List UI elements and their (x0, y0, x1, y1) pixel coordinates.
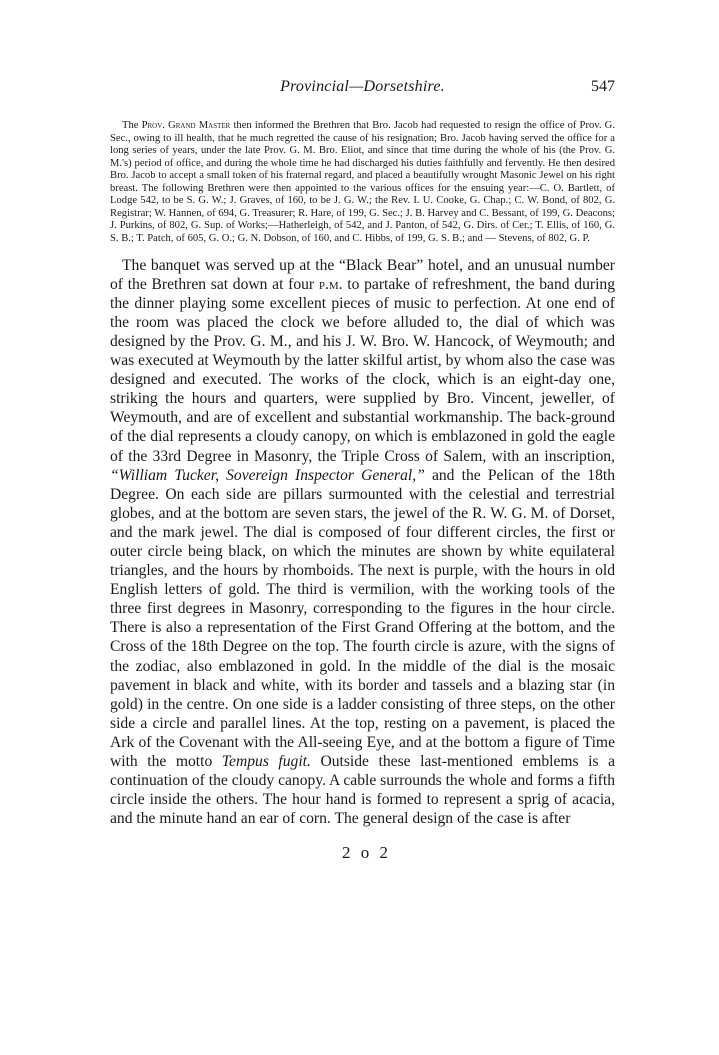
banquet-text-2: to partake of refreshment, the band during the dinner playing some excellent pieces of music to perfection. At one end of the room was placed the clock we before alluded to, the dial of which was designed by the Prov. G. M., and his J. W. Bro. W. Hancock, of Weymouth; and was executed at Weymouth by the latter skilful artist, by whom also the case was designed and executed. The works of the clock, which is an eight-day one, striking the hours and quarters, were supplied by Bro. Vincent, jeweller, of Weymouth, and are of excellent and substantial workmanship. The back-ground of the dial represents a cloudy canopy, on which is emblazoned in gold the eagle of the 33rd Degree in Masonry, the Triple Cross of Salem, with an inscription, (110, 275, 615, 465)
inscription-italic: “William Tucker, Sovereign Inspector General,” (110, 466, 425, 484)
page-number: 547 (591, 78, 615, 95)
signature-mark: 2 o 2 (342, 843, 391, 862)
paragraph-banquet (110, 256, 615, 829)
page-header (110, 78, 615, 104)
banquet-text-1: The banquet was served up at the “Black Bear” hotel, and an unusual number of the Brethren sat down at four (110, 256, 615, 293)
prov-grand-master-smallcaps: Prov. Grand Master (141, 120, 231, 131)
banquet-text-4: Outside these last-mentioned emblems is a continuation of the cloudy canopy. A cable surrounds the whole and forms a fifth circle inside the others. The hour hand is formed to represent a sprig of acacia, and the minute hand an ear of corn. The general design of the case is after (110, 753, 616, 828)
pm-smallcaps: p.m. (318, 275, 343, 293)
paragraph-appointments (110, 120, 615, 245)
motto-italic: Tempus fugit. (221, 753, 311, 771)
running-title: Provincial—Dorsetshire. (280, 78, 445, 95)
banquet-text-3: and the Pelican of the 18th Degree. On each side are pillars surmounted with the celestial and terrestrial globes, and at the bottom are seven stars, the jewel of the R. W. G. M. of Dorset, and the mark jewel. The dial is composed of four different circles, the first or outer circle being black, on which the minutes are shown by white equilateral triangles, and the hours by rhomboids. The next is purple, with the hours in old English letters of gold. The third is vermilion, with the working tools of the three first degrees in Masonry, corresponding to the figures in the hour circle. There is also a representation of the First Grand Offering at the bottom, and the Cross of the 18th Degree on the top. The fourth circle is azure, with the signs of the zodiac, also emblazoned in gold. In the middle of the dial is the mosaic pavement in black and white, with its border and tassels and a blazing star (in gold) in the centre. On one side is a ladder consisting of three steps, on the other side a circle and parallel lines. At the top, resting on a pavement, is placed the Ark of the Covenant with the All-seeing Eye, and at the bottom a figure of Time with the motto (110, 466, 615, 771)
book-page (110, 78, 615, 1038)
paragraph-lead: The (122, 120, 142, 131)
paragraph-body: then informed the Brethren that Bro. Jacob had requested to resign the office of Prov. G. Sec., owing to ill health, that he much regretted the cause of his resignation; Bro. Jacob having served the office for a long series of years, under the late Prov. G. M. Bro. Eliot, and since that time during the whole of his (the Prov. G. M.'s) period of office, and during the whole time he had discharged his duties faithfully and fervently. He then desired Bro. Jacob to accept a small token of his fraternal regard, and placed a beautifully wrought Masonic Jewel on his right breast. The following Brethren were then appointed to the various offices for the ensuing year:—C. O. Bartlett, of Lodge 542, to be S. G. W.; J. Graves, of 160, to be J. G. W.; the Rev. I. U. Cooke, G. Chap.; C. W. Bond, of 802, G. Registrar; W. Hannen, of 694, G. Treasurer; R. Hare, of 199, G. Sec.; J. B. Harvey and C. Bessant, of 199, G. Deacons; J. Purkins, of 802, G. Sup. of Works;—Hatherleigh, of 542, and J. Panton, of 542, G. Dirs. of Cer.; T. Ellis, of 160, G. S. B.; T. Patch, of 605, G. O.; G. N. Dobson, of 160, and C. Hibbs, of 199, G. S. B.; and — Stevens, of 802, G. P. (110, 120, 615, 244)
